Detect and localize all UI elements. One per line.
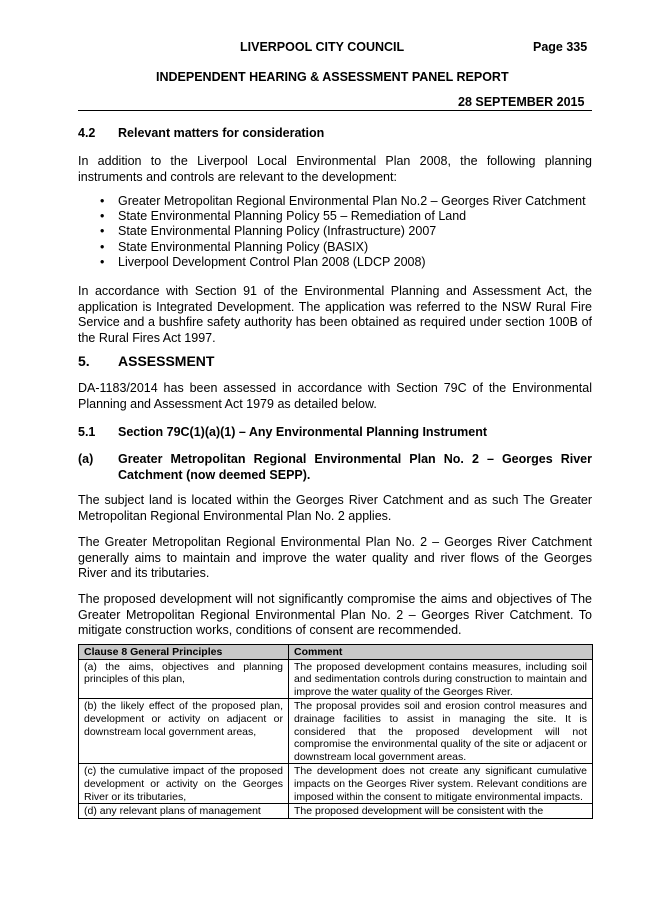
bullet-icon: • bbox=[100, 209, 105, 224]
list-item: • Greater Metropolitan Regional Environmental Plan No.2 – Georges River Catchment bbox=[100, 194, 586, 208]
table-cell: The development does not create any significant cumulative impacts on the Georges River system. Relevant conditions are imposed within the consent to mitigate environmental impacts. bbox=[289, 764, 593, 804]
section-5-1-heading bbox=[78, 425, 487, 439]
header-rule bbox=[78, 110, 592, 111]
section-4-2-heading bbox=[78, 126, 324, 140]
subsection-a-heading bbox=[78, 452, 592, 483]
bullet-icon: • bbox=[100, 194, 105, 208]
report-title: INDEPENDENT HEARING & ASSESSMENT PANEL REPORT bbox=[156, 70, 509, 84]
bullet-icon: • bbox=[100, 224, 105, 239]
table-cell: (a) the aims, objectives and planning principles of this plan, bbox=[79, 659, 289, 699]
table-cell: The proposed development contains measures, including soil and sedimentation controls during construction to maintain and improve the water quality of the Georges River. bbox=[289, 659, 593, 699]
section-5-text: DA-1183/2014 has been assessed in accordance with Section 79C of the Environmental Planning and Assessment Act 1979 as detailed below. bbox=[78, 381, 592, 411]
section-number: 4.2 bbox=[78, 126, 96, 140]
table-row bbox=[79, 699, 593, 764]
section-title: Relevant matters for consideration bbox=[118, 126, 325, 140]
column-header: Comment bbox=[289, 645, 593, 660]
table-row bbox=[79, 764, 593, 804]
subsection-a-para-3: The proposed development will not significantly compromise the aims and objectives of The Greater Metropolitan Regional Environmental Plan No. 2 – Georges River Catchment. To mitigate construction works, conditions of consent are recommended. bbox=[78, 592, 592, 637]
section-title: Section 79C(1)(a)(1) – Any Environmental Planning Instrument bbox=[118, 425, 488, 439]
table-cell: (b) the likely effect of the proposed plan, development or activity on adjacent or downstream local government areas, bbox=[79, 699, 289, 764]
section-5-heading bbox=[78, 353, 214, 369]
table-cell: The proposal provides soil and erosion control measures and drainage facilities to assist in managing the site. It is considered that the proposed development will not compromise the environmental quality of the site or adjacent or downstream local government areas. bbox=[289, 699, 593, 764]
list-item: • Liverpool Development Control Plan 2008 (LDCP 2008) bbox=[100, 254, 426, 269]
column-header: Clause 8 General Principles bbox=[79, 645, 289, 660]
table-row bbox=[79, 804, 593, 819]
list-item: • State Environmental Planning Policy 55 – Remediation of Land bbox=[100, 209, 467, 224]
subsection-title: Greater Metropolitan Regional Environmental Plan No. 2 – Georges River Catchment (now deemed SEPP). bbox=[118, 452, 592, 482]
table-cell: (d) any relevant plans of management bbox=[79, 804, 289, 819]
page-number: Page 335 bbox=[533, 40, 588, 54]
report-date: 28 SEPTEMBER 2015 bbox=[458, 95, 585, 109]
bullet-icon: • bbox=[100, 239, 105, 254]
section-number: 5.1 bbox=[78, 425, 96, 439]
subsection-a-para-1: The subject land is located within the Georges River Catchment and as such The Greater Metropolitan Regional Environmental Plan No. 2 applies. bbox=[78, 493, 592, 523]
table-header-row bbox=[79, 645, 593, 660]
list-item: • State Environmental Planning Policy (BASIX) bbox=[100, 239, 369, 254]
council-name: LIVERPOOL CITY COUNCIL bbox=[240, 40, 405, 54]
table-cell: The proposed development will be consistent with the bbox=[289, 804, 593, 819]
section-title: ASSESSMENT bbox=[118, 353, 215, 369]
planning-instruments-list bbox=[78, 194, 586, 270]
clause-8-table bbox=[78, 644, 593, 819]
section-number: 5. bbox=[78, 353, 90, 369]
table-cell: (c) the cumulative impact of the proposed development or activity on the Georges River or its tributaries, bbox=[79, 764, 289, 804]
subsection-a-para-2: The Greater Metropolitan Regional Environmental Plan No. 2 – Georges River Catchment generally aims to maintain and improve the water quality and river flows of the Georges River and its tributaries. bbox=[78, 535, 592, 580]
subsection-label: (a) bbox=[78, 452, 94, 466]
section-4-2-closing: In accordance with Section 91 of the Environmental Planning and Assessment Act, the application is Integrated Development. The application was referred to the NSW Rural Fire Service and a bushfire safety authority has been obtained as required under section 100B of the Rural Fires Act 1997. bbox=[78, 284, 592, 345]
bullet-icon: • bbox=[100, 254, 105, 269]
table-row bbox=[79, 659, 593, 699]
section-4-2-intro: In addition to the Liverpool Local Environmental Plan 2008, the following planning instruments and controls are relevant to the development: bbox=[78, 154, 592, 184]
list-item: • State Environmental Planning Policy (Infrastructure) 2007 bbox=[100, 224, 437, 239]
